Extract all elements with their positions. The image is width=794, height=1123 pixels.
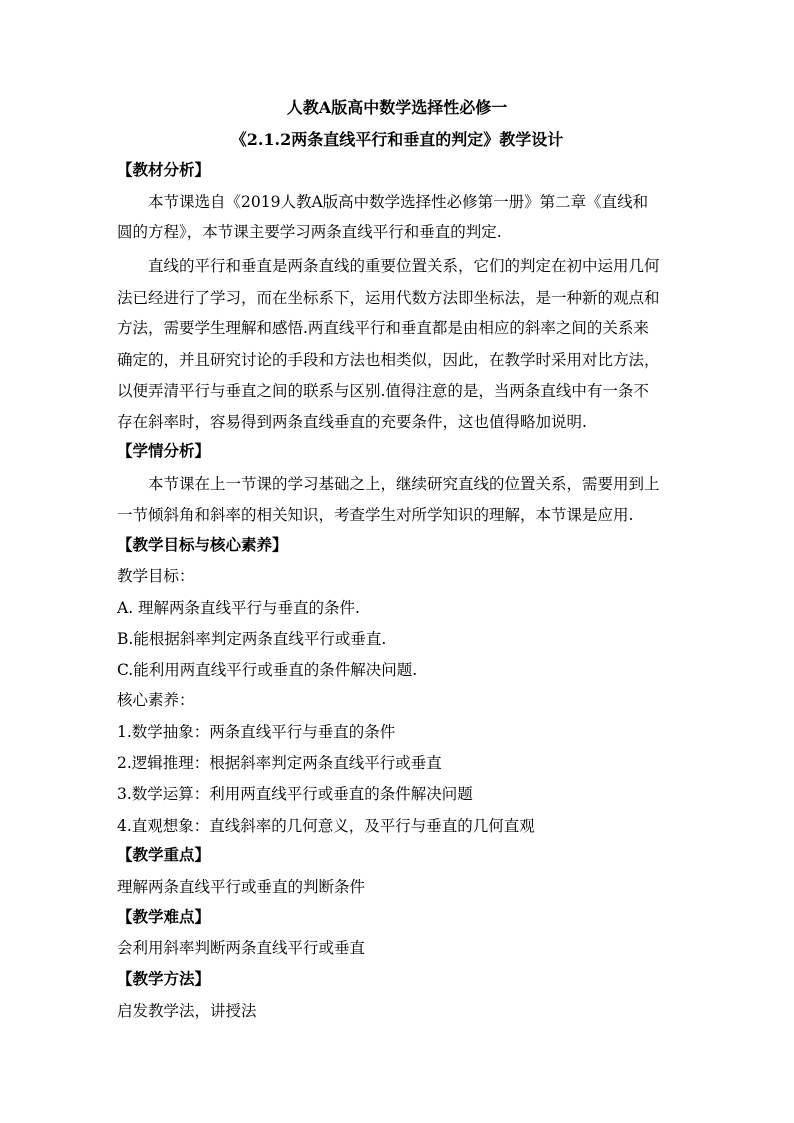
paragraph-line: 直线的平行和垂直是两条直线的重要位置关系，它们的判定在初中运用几何	[148, 257, 660, 275]
paragraph-line: 本节课选自《2019人教A版高中数学选择性必修第一册》第二章《直线和	[148, 193, 649, 211]
paragraph-line: 圆的方程》，本节课主要学习两条直线平行和垂直的判定.	[117, 223, 502, 241]
goal-item: C.能利用两直线平行或垂直的条件解决问题.	[117, 661, 418, 679]
document-title-line2: 《2.1.2两条直线平行和垂直的判定》教学设计	[230, 130, 564, 149]
literacy-item: 3.数学运算：利用两直线平行或垂直的条件解决问题	[117, 785, 473, 803]
paragraph-line: 本节课在上一节课的学习基础之上，继续研究直线的位置关系，需要用到上	[148, 475, 660, 493]
paragraph-line: 法已经进行了学习，而在坐标系下，运用代数方法即坐标法，是一种新的观点和	[117, 289, 660, 307]
section-heading-key: 【教学重点】	[117, 845, 211, 864]
paragraph-line: 确定的，并且研究讨论的手段和方法也相类似，因此，在教学时采用对比方法，	[117, 351, 660, 369]
literacy-item: 2.逻辑推理：根据斜率判定两条直线平行或垂直	[117, 754, 442, 772]
method-text: 启发教学法，讲授法	[117, 1002, 257, 1020]
paragraph-line: 存在斜率时，容易得到两条直线垂直的充要条件，这也值得略加说明.	[117, 413, 587, 431]
section-heading-students: 【学情分析】	[117, 441, 211, 460]
paragraph-line: 以便弄清平行与垂直之间的联系与区别.值得注意的是，当两条直线中有一条不	[117, 382, 649, 400]
literacy-item: 1.数学抽象：两条直线平行与垂直的条件	[117, 723, 396, 741]
key-text: 理解两条直线平行或垂直的判断条件	[117, 878, 366, 896]
section-heading-difficulty: 【教学难点】	[117, 907, 211, 926]
goal-item: B.能根据斜率判定两条直线平行或垂直.	[117, 630, 387, 648]
difficulty-text: 会利用斜率判断两条直线平行或垂直	[117, 939, 366, 957]
literacy-label: 核心素养：	[117, 691, 195, 709]
document-title-line1: 人教A版高中数学选择性必修一	[286, 98, 508, 117]
paragraph-line: 一节倾斜角和斜率的相关知识，考查学生对所学知识的理解，本节课是应用.	[117, 506, 634, 524]
literacy-item: 4.直观想象：直线斜率的几何意义，及平行与垂直的几何直观	[117, 817, 535, 835]
section-heading-goals: 【教学目标与核心素养】	[117, 535, 288, 554]
goals-label: 教学目标：	[117, 567, 195, 585]
section-heading-textbook: 【教材分析】	[117, 160, 211, 179]
paragraph-line: 方法，需要学生理解和感悟.两直线平行和垂直都是由相应的斜率之间的关系来	[117, 319, 649, 337]
section-heading-method: 【教学方法】	[117, 969, 211, 988]
goal-item: A. 理解两条直线平行与垂直的条件.	[117, 599, 360, 617]
